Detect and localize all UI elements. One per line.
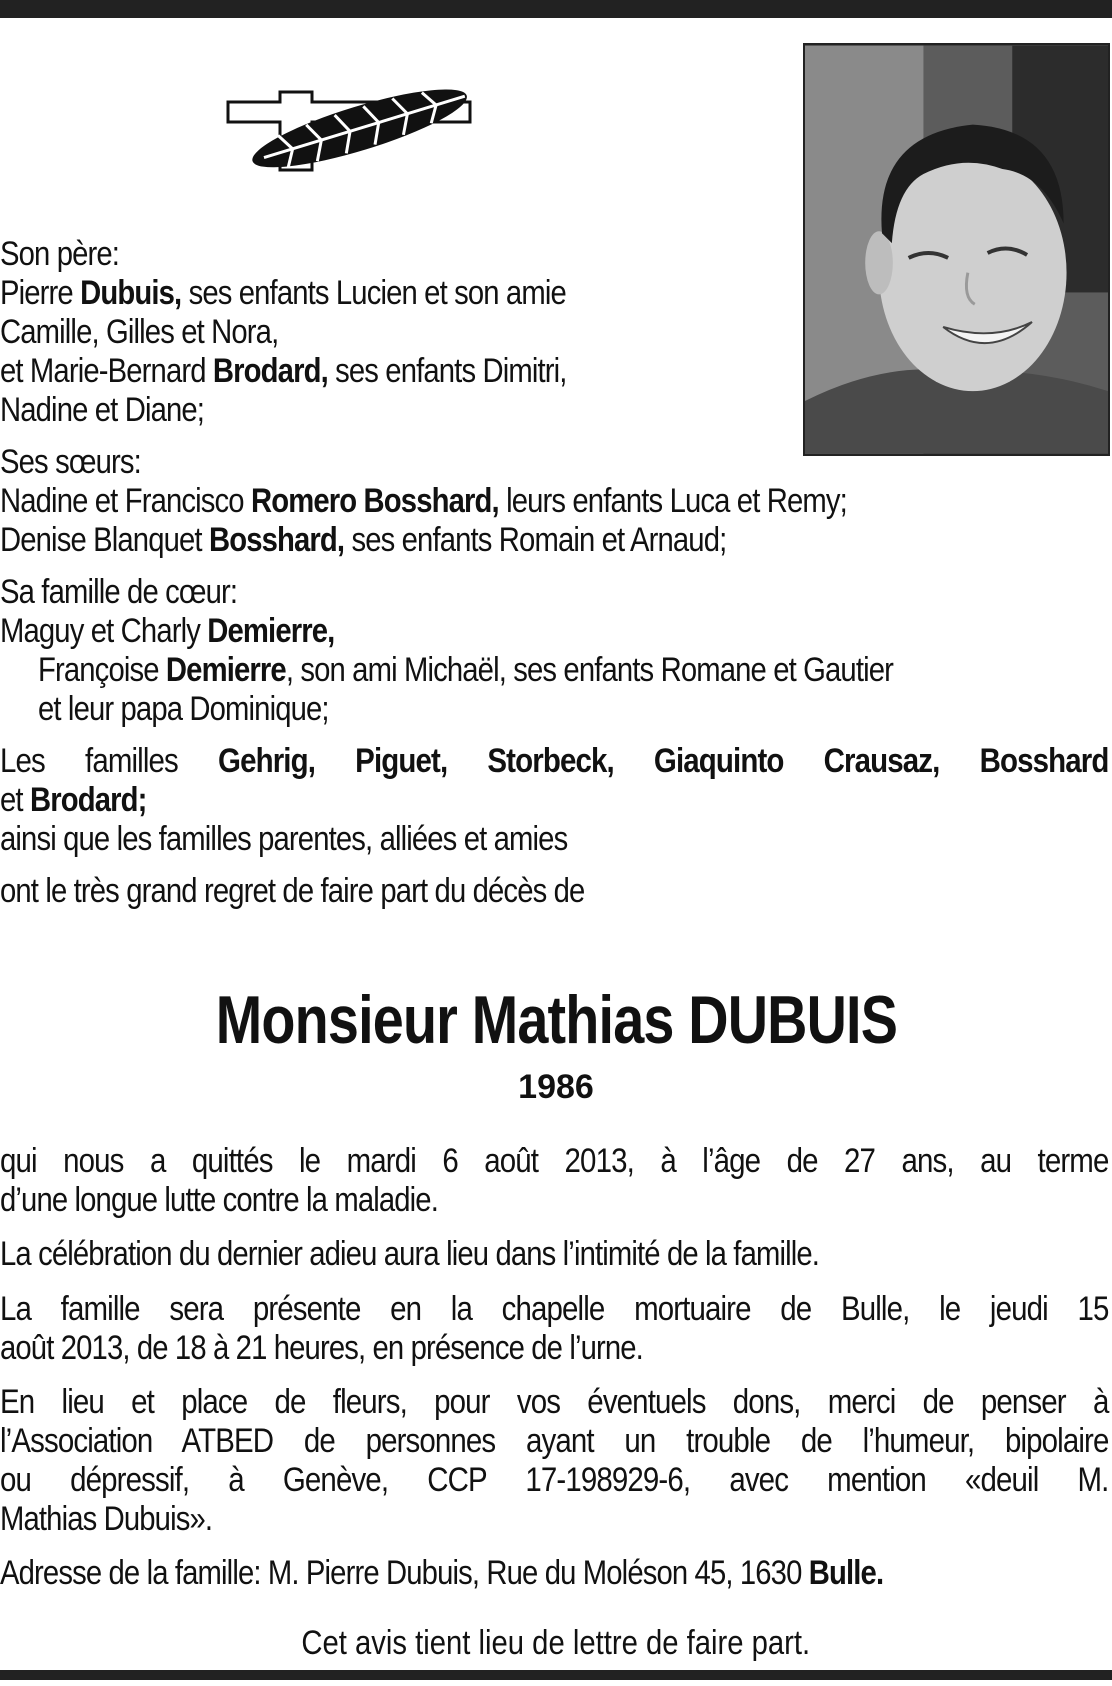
- closing-line: Cet avis tient lieu de lettre de faire part.: [301, 1624, 811, 1662]
- heart-heading: Sa famille de cœur:: [0, 573, 238, 611]
- families-line-1: Les familles Gehrig, Piguet, Storbeck, Giaquinto Crausaz, Bosshard: [0, 742, 1109, 780]
- bottom-rule: [0, 1670, 1112, 1680]
- donation-line-2: l’Association ATBED de personnes ayant un trouble de l’humeur, bipolaire: [0, 1422, 1109, 1460]
- visitation-line-1: La famille sera présente en la chapelle mortuaire de Bulle, le jeudi 15: [0, 1290, 1109, 1328]
- leaf-cross-emblem-icon: [220, 84, 482, 174]
- sisters-heading: Ses sœurs:: [0, 443, 141, 481]
- father-line-1: Pierre Dubuis, ses enfants Lucien et son amie: [0, 274, 566, 312]
- family-address: Adresse de la famille: M. Pierre Dubuis, Rue du Moléson 45, 1630 Bulle.: [0, 1554, 884, 1592]
- passing-line-1: qui nous a quittés le mardi 6 août 2013, à l’âge de 27 ans, au terme: [0, 1142, 1109, 1180]
- father-line-4: Nadine et Diane;: [0, 391, 205, 429]
- heart-line-2: Françoise Demierre, son ami Michaël, ses enfants Romane et Gautier: [38, 651, 894, 689]
- visitation-line-2: août 2013, de 18 à 21 heures, en présence de l’urne.: [0, 1329, 643, 1367]
- sisters-line-1: Nadine et Francisco Romero Bosshard, leurs enfants Luca et Remy;: [0, 482, 847, 520]
- heart-line-3: et leur papa Dominique;: [38, 690, 329, 728]
- donation-line-3: ou dépressif, à Genève, CCP 17-198929-6, avec mention «deuil M.: [0, 1461, 1109, 1499]
- announcement-line: ont le très grand regret de faire part du décès de: [0, 872, 585, 910]
- father-heading: Son père:: [0, 235, 120, 273]
- donation-line-1: En lieu et place de fleurs, pour vos éventuels dons, merci de penser à: [0, 1383, 1109, 1421]
- families-line-3: ainsi que les familles parentes, alliées et amies: [0, 820, 568, 858]
- birth-year: 1986: [518, 1068, 594, 1106]
- donation-line-4: Mathias Dubuis».: [0, 1500, 213, 1538]
- heart-line-1: Maguy et Charly Demierre,: [0, 612, 335, 650]
- top-rule: [0, 0, 1112, 18]
- deceased-name: Monsieur Mathias DUBUIS: [215, 982, 897, 1058]
- father-line-2: Camille, Gilles et Nora,: [0, 313, 279, 351]
- sisters-line-2: Denise Blanquet Bosshard, ses enfants Romain et Arnaud;: [0, 521, 727, 559]
- portrait-photo: [803, 43, 1110, 456]
- father-line-3: et Marie-Bernard Brodard, ses enfants Dimitri,: [0, 352, 567, 390]
- passing-line-2: d’une longue lutte contre la maladie.: [0, 1181, 438, 1219]
- ceremony-paragraph: La célébration du dernier adieu aura lieu dans l’intimité de la famille.: [0, 1235, 820, 1273]
- families-line-2: et Brodard;: [0, 781, 147, 819]
